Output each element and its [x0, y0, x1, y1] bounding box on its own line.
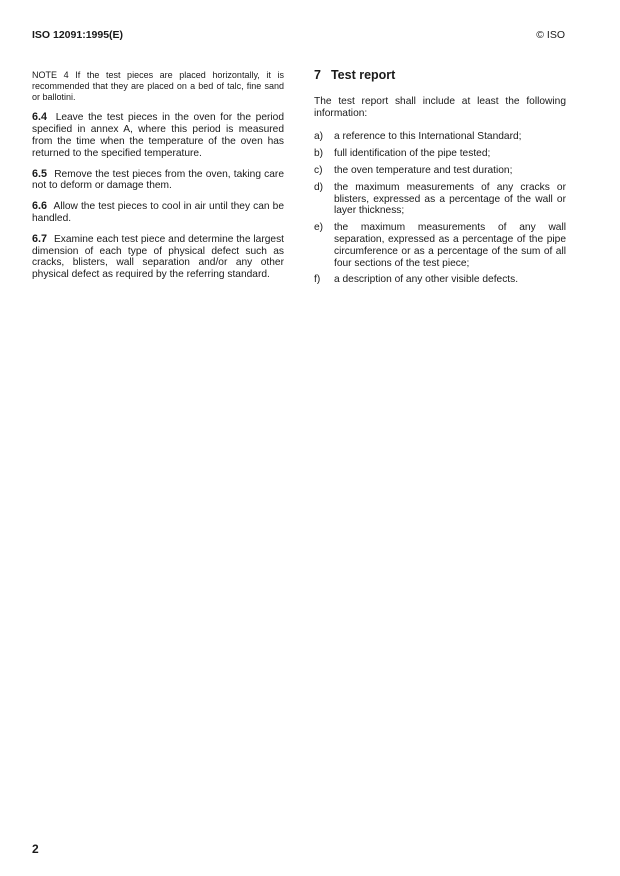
list-label: a) [314, 131, 324, 143]
list-text: the oven temperature and test duration; [334, 164, 513, 176]
clause-text: Remove the test pieces from the oven, taking care not to deform or damage them. [32, 168, 284, 192]
list-label: b) [314, 148, 324, 160]
list-label: c) [314, 164, 323, 176]
list-label: d) [314, 181, 324, 193]
clause-6-6 [32, 201, 284, 225]
clause-6-7 [32, 234, 284, 281]
document-id: ISO 12091:1995(E) [32, 29, 124, 41]
list-label: f) [314, 274, 321, 286]
clause-number: 6.5 [32, 167, 48, 180]
list-text: a description of any other visible defects. [334, 274, 519, 286]
list-item [314, 165, 566, 177]
section-heading [314, 70, 566, 82]
clause-number: 6.6 [32, 200, 48, 213]
list-text: a reference to this International Standard; [334, 131, 522, 143]
list-item [314, 222, 566, 269]
list-item [314, 182, 566, 217]
list-label: e) [314, 222, 324, 234]
right-column [314, 70, 566, 291]
clause-number: 6.4 [32, 111, 48, 124]
list-text: full identification of the pipe tested; [334, 148, 491, 160]
list-item [314, 274, 566, 286]
page-number: 2 [32, 842, 39, 856]
clause-number: 6.7 [32, 232, 48, 245]
left-column [32, 70, 284, 290]
note-4: NOTE 4 If the test pieces are placed horizontally, it is recommended that they are placed on a bed of talc, fine sand or ballotini. [32, 70, 284, 102]
clause-text: Leave the test pieces in the oven for the period specified in annex A, where this period is measured from the time when the temperature of the oven has returned to the specified temperature. [32, 112, 284, 159]
clause-text: Examine each test piece and determine the largest dimension of each type of physical defect such as cracks, blisters, wall separation and/or any other physical defect as required by the referring standard. [32, 233, 284, 281]
clause-text: Allow the test pieces to cool in air until they can be handled. [32, 201, 284, 224]
copyright-notice: © ISO [536, 29, 565, 41]
section-intro: The test report shall include at least the following information: [314, 95, 566, 119]
clause-6-4 [32, 112, 284, 159]
clause-6-5 [32, 169, 284, 193]
section-title: Test report [330, 68, 396, 82]
list-item [314, 131, 566, 143]
section-number: 7 [314, 68, 321, 82]
list-text: the maximum measurements of any cracks or blisters, expressed as a percentage of the wall or layer thickness; [334, 181, 566, 217]
list-item [314, 148, 566, 160]
list-text: the maximum measurements of any wall separation, expressed as a percentage of the pipe circumference or as a percentage of the sum of all four sections of the test piece; [334, 222, 566, 269]
